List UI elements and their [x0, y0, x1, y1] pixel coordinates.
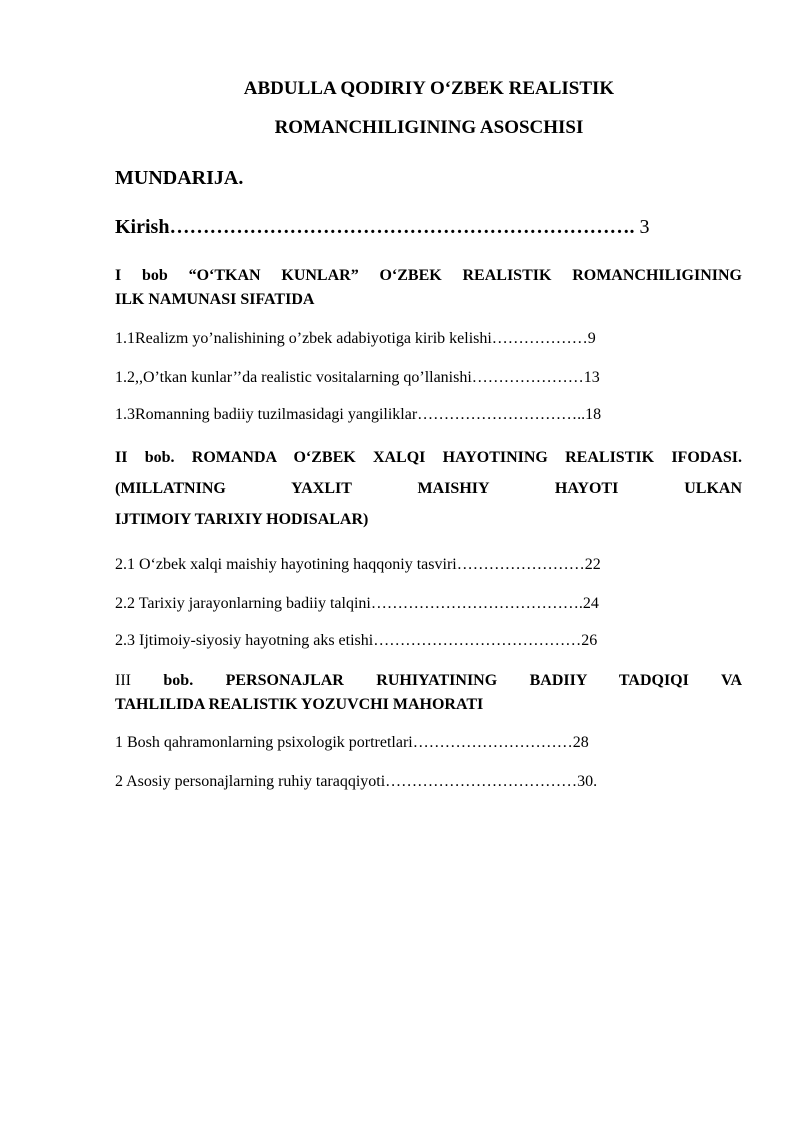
chapter-1-heading — [115, 264, 742, 312]
chapter-2-heading — [115, 442, 742, 535]
toc-entry-3-2: 2 Asosiy personajlarning ruhiy taraqqiyoti………………………………30. — [115, 773, 598, 790]
contents-heading: MUNDARIJA. — [115, 167, 244, 189]
chapter-3-heading-line-2: TAHLILIDA REALISTIK YOZUVCHI MAHORATI — [115, 696, 484, 713]
chapter-2-heading-line-3: IJTIMOIY TARIXIY HODISALAR) — [115, 511, 369, 528]
toc-entry-1-1: 1.1Realizm yo’nalishining o’zbek adabiyotiga kirib kelishi………………9 — [115, 330, 596, 347]
chapter-3-heading — [115, 669, 742, 717]
chapter-2-heading-line-1: II bob. ROMANDA O‘ZBEK XALQI HAYOTINING REALISTIK — [115, 449, 655, 466]
toc-entry-2-1: 2.1 O‘zbek xalqi maishiy hayotining haqqoniy tasviri……………………22 — [115, 556, 601, 573]
toc-entry-kirish — [115, 216, 649, 239]
chapter-2-heading-line-2: IFODASI. (MILLATNING YAXLIT MAISHIY HAYOTI ULKAN — [115, 449, 743, 497]
chapter-1-heading-line-1: I bob “O‘TKAN KUNLAR” O‘ZBEK REALISTIK ROMANCHILIGINING — [115, 267, 742, 284]
toc-entry-2-2: 2.2 Tarixiy jarayonlarning badiiy talqini………………………………….24 — [115, 595, 599, 612]
chapter-3-heading-prefix: III — [115, 672, 164, 689]
chapter-3-heading-line-1: bob. PERSONAJLAR RUHIYATINING BADIIY TADQIQI VA — [163, 672, 743, 689]
document-title-line-2: ROMANCHILIGINING ASOSCHISI — [274, 117, 584, 138]
toc-entry-3-1: 1 Bosh qahramonlarning psixologik portretlari…………………………28 — [115, 734, 589, 751]
toc-entry-2-3: 2.3 Ijtimoiy-siyosiy hayotning aks etishi…………………………………26 — [115, 632, 598, 649]
toc-entry-1-3: 1.3Romanning badiiy tuzilmasidagi yangiliklar…………………………..18 — [115, 406, 602, 423]
toc-entry-kirish-dots: ……………………………………………………………. — [169, 216, 635, 238]
toc-entry-1-2: 1.2,,O’tkan kunlar’’da realistic vositalarning qo’llanishi…………………13 — [115, 369, 600, 386]
chapter-1-heading-line-2: ILK NAMUNASI SIFATIDA — [115, 291, 315, 308]
document-title-line-1: ABDULLA QODIRIY O‘ZBEK REALISTIK — [243, 78, 615, 99]
toc-entry-kirish-label: Kirish — [115, 216, 170, 238]
toc-entry-kirish-page: 3 — [634, 216, 650, 238]
